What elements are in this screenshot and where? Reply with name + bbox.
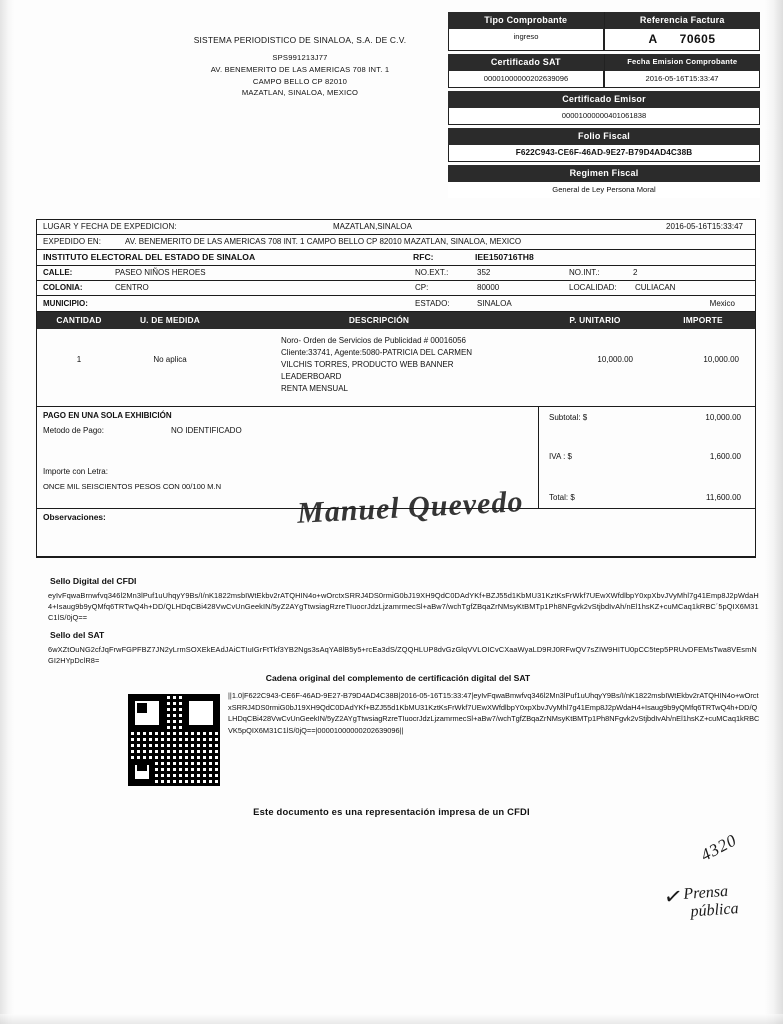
handwritten-code: 4320 [697, 830, 741, 865]
handwritten-note-line-1: Prensa [682, 882, 729, 903]
folio-value: 70605 [679, 32, 716, 46]
certificado-sat-value: 00001000000202639096 [448, 71, 604, 88]
column-header-precio-unitario: P. UNITARIO [569, 315, 621, 325]
fecha-emision-label: Fecha Emision Comprobante [605, 54, 761, 71]
issuer-rfc: SPS991213J77 [272, 53, 328, 63]
lugar-value: MAZATLAN,SINALOA [333, 222, 412, 231]
total-value: 11,600.00 [706, 493, 741, 502]
referencia-factura-label: Referencia Factura [605, 12, 761, 29]
calle-value: PASEO NIÑOS HEROES [115, 268, 206, 277]
tipo-comprobante-label: Tipo Comprobante [448, 12, 605, 29]
descripcion-line-2: Cliente:33741, Agente:5080-PATRICIA DEL CARMEN [281, 348, 473, 357]
rfc-label: RFC: [413, 252, 434, 262]
issuer-block [150, 34, 450, 99]
issuer-address-line-1: AV. BENEMERITO DE LAS AMERICAS 708 INT. 1 [210, 64, 390, 74]
subtotal-value: 10,000.00 [705, 413, 741, 422]
cell-importe: 10,000.00 [703, 355, 739, 364]
iva-row [539, 426, 755, 465]
serie-value: A [648, 32, 658, 46]
scan-edge-right [765, 0, 783, 1024]
cell-descripcion [219, 329, 539, 406]
iva-value: 1,600.00 [709, 452, 741, 461]
subtotal-label: Subtotal: $ [549, 413, 588, 422]
tipo-referencia-value-row [448, 29, 760, 51]
municipio-row [37, 296, 755, 311]
iva-label: IVA : $ [549, 452, 572, 461]
payment-method-value: NO IDENTIFICADO [171, 426, 242, 435]
descripcion-line-1: Noro- Orden de Servicios de Publicidad # 00016056 [281, 336, 467, 345]
cell-cantidad: 1 [76, 355, 82, 364]
cell-precio-unitario: 10,000.00 [597, 355, 633, 364]
noext-value: 352 [477, 268, 491, 277]
column-header-importe: IMPORTE [683, 315, 723, 325]
expedido-value: AV. BENEMERITO DE LAS AMERICAS 708 INT. 1 CAMPO BELLO CP 82010 MAZATLAN, SINALOA, MEXICO [125, 237, 522, 246]
colonia-label: COLONIA: [43, 283, 83, 292]
cp-value: 80000 [477, 283, 500, 292]
estado-value: SINALOA [477, 298, 512, 308]
folio-fiscal-label: Folio Fiscal [448, 128, 760, 145]
issuer-name: SISTEMA PERIODISTICO DE SINALOA, S.A. DE C.V. [193, 35, 407, 45]
calle-label: CALLE: [43, 268, 73, 277]
localidad-label: LOCALIDAD: [569, 283, 617, 292]
calle-row [37, 266, 755, 281]
totals-column [539, 407, 755, 508]
referencia-factura-value [604, 29, 760, 51]
certificado-sat-label: Certificado SAT [448, 54, 605, 71]
expedido-label: EXPEDIDO EN: [43, 237, 102, 246]
observaciones-label: Observaciones: [43, 512, 106, 522]
column-header-unidad: U. DE MEDIDA [139, 315, 201, 325]
estado-label: ESTADO: [415, 298, 450, 308]
folio-fiscal-value: F622C943-CE6F-46AD-9E27-B79D4AD4C38B [448, 145, 760, 162]
cfdi-representation-note: Este documento es una representación impresa de un CFDI [253, 806, 530, 817]
noext-label: NO.EXT.: [415, 268, 449, 277]
cell-unidad: No aplica [153, 355, 187, 364]
fecha-emision-value: 2016-05-16T15:33:47 [604, 71, 760, 88]
localidad-value: CULIACAN [635, 283, 676, 292]
pais-value: Mexico [709, 298, 735, 308]
handwritten-note-line-2: pública [690, 900, 740, 921]
total-row [539, 465, 755, 508]
expedido-en-row [37, 235, 755, 250]
column-header-descripcion: DESCRIPCIÓN [348, 315, 410, 325]
payment-method-row [37, 422, 538, 437]
cadena-original-block [36, 688, 760, 786]
sello-sat-value: 6wXZtOuNG2cfJqFrwFGPFBZ7JN2yLrmSOXEkEAdJAiCTIuIGrFtTkf3YB2Ngs3sAqYA8lB5y5+rcEa3dS/ZQQHLUP8dvGzGlqVVLOICvCXaaWyaLD9RJ0RFwQV7sZIW9HITU0pCC5tep5PRUvDFEMsTwa8VEsmNGI2HYpDclR8= [48, 645, 757, 666]
regimen-fiscal-value: General de Ley Persona Moral [448, 182, 760, 198]
lugar-fecha-label: LUGAR Y FECHA DE EXPEDICION: [43, 222, 177, 231]
sello-cfdi-label: Sello Digital del CFDI [50, 576, 137, 586]
descripcion-line-5: RENTA MENSUAL [281, 384, 348, 393]
certificado-sat-value-row [448, 71, 760, 88]
noint-label: NO.INT.: [569, 268, 600, 277]
invoice-main-frame [36, 219, 756, 558]
descripcion-line-3: VILCHIS TORRES, PRODUCTO WEB BANNER [281, 360, 454, 369]
cadena-original-value: ||1.0|F622C943-CE6F-46AD-9E27-B79D4AD4C38B|2016-05-16T15:33:47|eyIvFqwaBmwfvq346l2Mn3lPuf1uUhqyY9Bs/I/nK1822msbIWtEkbv2rATQHIN4o+wOrctxSRRJ4DS0rmiG0bJ19XH9QdC0DAdYKf+BZJ55d1KbMU31KztKsFrWkf7UEwXWfdlbpY0xpXbvJVyMhl7g41Emp8J2pWdaH4+Isaug9b9yQMfq6TRTwQ4h+DD/QLHDqCBi428VwCvUnGeekIN/5yZ2AYgTtwsiagRzreTIuocrJdzLjzamrmecSl+aBw7/wchTgfZBqaZrNMsyKtBMTp1Ph8NFgvk2vStjbdIvAh/nEl1hsKZ+cuMCaq1kRBCVK5pQIX6M31C1lS/0jQ==|00001000000202639096|| [228, 691, 760, 735]
certificado-sat-header-row [448, 54, 760, 71]
column-header-cantidad: CANTIDAD [56, 315, 102, 325]
cfdi-qr-code-icon [128, 694, 220, 786]
municipio-label: MUNICIPIO: [43, 298, 88, 308]
subtotal-row [539, 407, 755, 426]
cp-label: CP: [415, 283, 429, 292]
digital-seals-section [36, 575, 760, 786]
sello-sat-label: Sello del SAT [50, 630, 105, 641]
tipo-comprobante-value: ingreso [448, 29, 604, 51]
lugar-fecha-row [37, 220, 755, 235]
regimen-fiscal-label: Regimen Fiscal [448, 165, 760, 182]
scan-edge-left [0, 0, 14, 1024]
scan-edge-bottom [0, 1014, 783, 1024]
issuer-address-line-2: CAMPO BELLO CP 82010 [252, 76, 348, 86]
descripcion-line-4: LEADERBOARD [281, 372, 342, 381]
cadena-original-label: Cadena original del complemento de certificación digital del SAT [265, 673, 531, 684]
certificado-emisor-label: Certificado Emisor [448, 91, 760, 108]
rfc-value: IEE150716TH8 [475, 252, 534, 262]
importe-letra-value: ONCE MIL SEISCIENTOS PESOS CON 00/100 M.N [43, 482, 222, 491]
table-row [37, 329, 755, 407]
tipo-referencia-header-row [448, 12, 760, 29]
fiscal-header-panel [448, 12, 760, 198]
handwritten-signature: Manuel Quevedo [296, 485, 525, 530]
importe-letra-label: Importe con Letra: [43, 467, 108, 476]
fecha-expedicion-value: 2016-05-16T15:33:47 [666, 222, 743, 231]
receptor-name: INSTITUTO ELECTORAL DEL ESTADO DE SINALOA [43, 252, 256, 262]
handwritten-check-mark: ✓ [662, 882, 685, 911]
payment-method-label: Metodo de Pago: [43, 426, 104, 435]
total-label: Total: $ [549, 493, 575, 502]
items-table-header [37, 311, 755, 329]
noint-value: 2 [633, 268, 638, 277]
payment-condition: PAGO EN UNA SOLA EXHIBICIÓN [43, 411, 172, 420]
certificado-emisor-value: 00001000000401061838 [448, 108, 760, 125]
handwritten-note [683, 882, 739, 922]
sello-cfdi-value: eyIvFqwaBrnwfvq346l2Mn3lPuf1uUhqyY9Bs/I/nK1822msbIWtEkbv2rATQHIN4o+wOrctxSRRJ4DS0rmiG0bJ19XH9QdC0DAdYKf+BZJ55d1KbMU31KztKsFrWkf7UEwXWfdlbpY0xpXbvJVyMhl7g41Emp8J2pWdaH4+Isaug9b9yQMfq6TRTwQ4h+DD/QLHDqCBi428VwCvUnGeekIN/5yZ2AYgTtwsiagRzreTIuocrJdzLjzamrmecSl+aBw7/wchTgfZBqaZrNMsyKtBMTp1Ph8NFgvk2vStjbdIvAh/nEl1hsKZ+cuMCaq1kRBC´5pQIX6M31C1lS/0jQ== [48, 590, 759, 623]
colonia-value: CENTRO [115, 283, 149, 292]
colonia-row [37, 281, 755, 296]
issuer-address-line-3: MAZATLAN, SINALOA, MEXICO [241, 88, 359, 98]
receptor-row [37, 250, 755, 266]
